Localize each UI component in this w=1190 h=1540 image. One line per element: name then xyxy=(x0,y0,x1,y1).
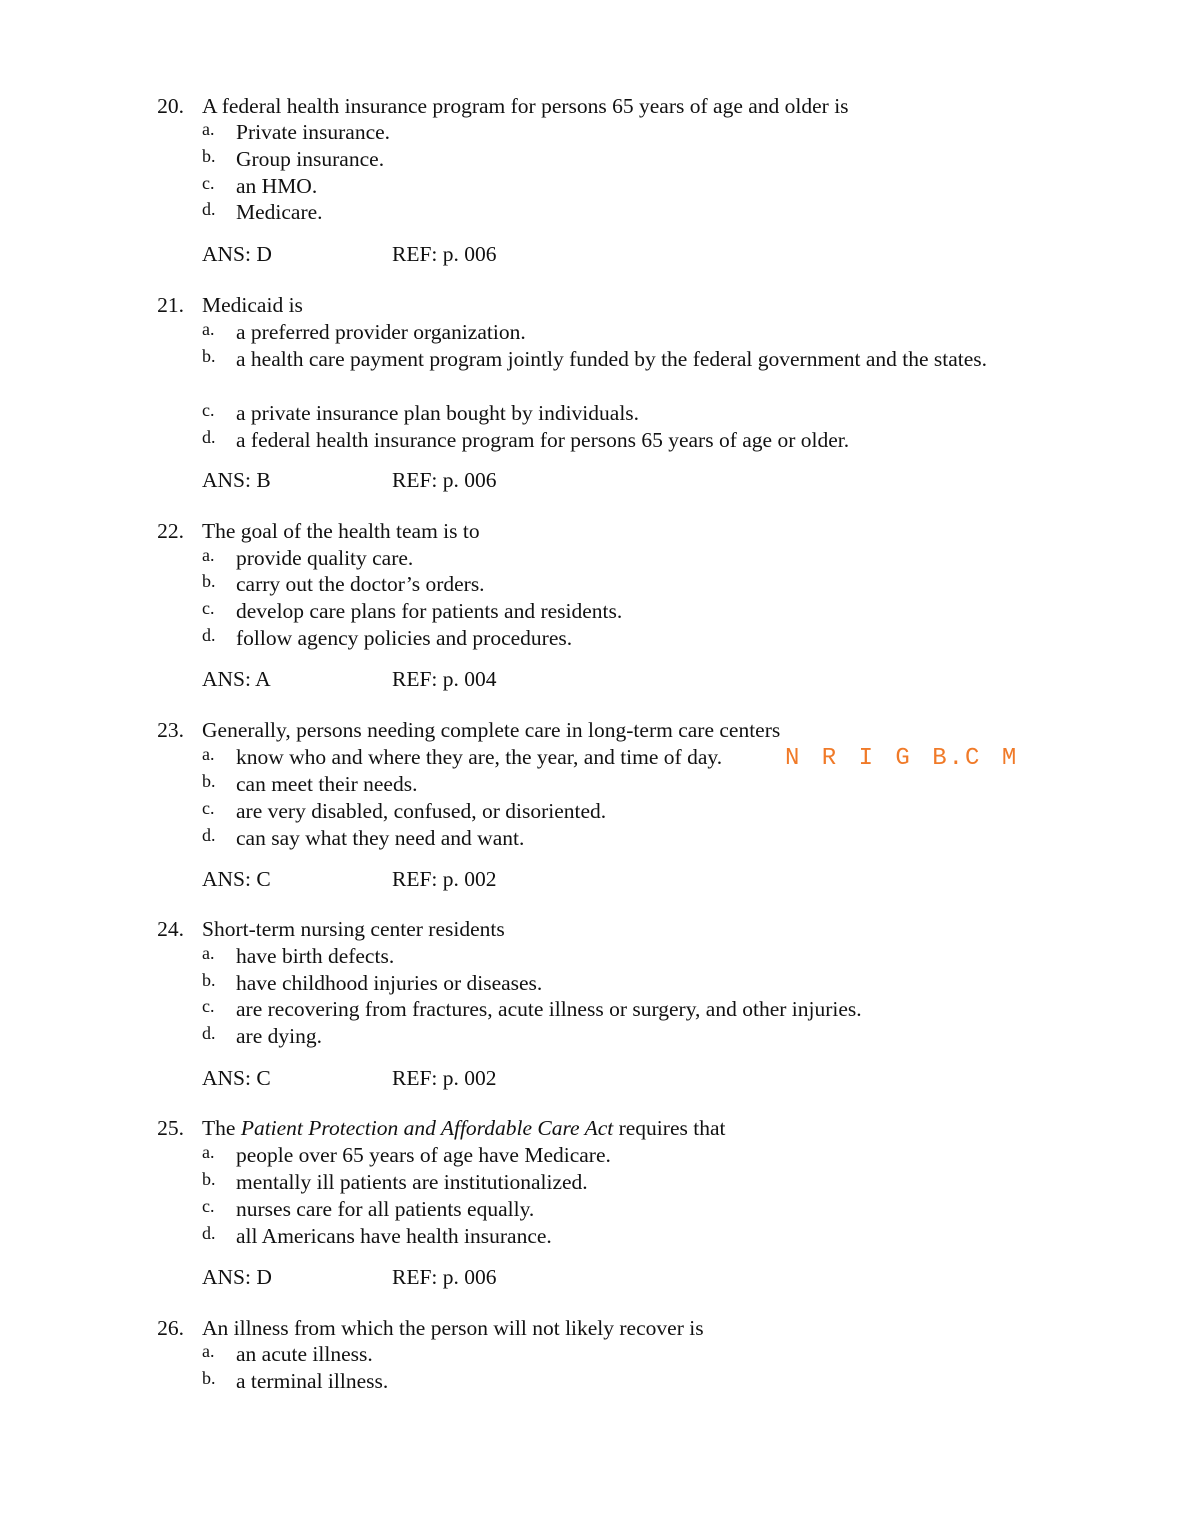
question-text xyxy=(202,1115,725,1142)
option-letter: c. xyxy=(202,798,215,818)
answer-key: ANS: C xyxy=(202,1066,271,1090)
option-text: mentally ill patients are institutionalized. xyxy=(236,1170,588,1194)
option-text: Medicare. xyxy=(236,200,323,224)
option-letter: a. xyxy=(202,1341,215,1361)
option-text: nurses care for all patients equally. xyxy=(236,1197,535,1221)
option-letter: b. xyxy=(202,771,216,791)
question-number: 26. xyxy=(157,1316,184,1340)
question-text-part: Medicaid is xyxy=(202,293,303,317)
answer-key: ANS: A xyxy=(202,667,271,691)
question-text xyxy=(202,292,303,319)
question-text xyxy=(202,916,505,943)
option-letter: d. xyxy=(202,825,216,845)
option-text: a terminal illness. xyxy=(236,1369,389,1393)
option-letter: a. xyxy=(202,1142,215,1162)
page-reference: REF: p. 004 xyxy=(392,667,497,691)
option-letter: b. xyxy=(202,571,216,591)
option-text: a health care payment program jointly funded by the federal government and the states. xyxy=(236,347,988,371)
option-letter: a. xyxy=(202,545,215,565)
option-text: Private insurance. xyxy=(236,120,391,144)
question-text-part: A federal health insurance program for persons 65 years of age and older is xyxy=(202,94,849,118)
option-letter: c. xyxy=(202,400,215,420)
page-reference: REF: p. 002 xyxy=(392,1066,497,1090)
option-text: an acute illness. xyxy=(236,1342,373,1366)
watermark: N R I G B.C M xyxy=(785,745,1019,772)
option-letter: b. xyxy=(202,970,216,990)
option-text: a preferred provider organization. xyxy=(236,320,526,344)
option-text: have childhood injuries or diseases. xyxy=(236,971,543,995)
page-reference: REF: p. 006 xyxy=(392,1265,497,1289)
answer-key: ANS: C xyxy=(202,867,271,891)
option-letter: c. xyxy=(202,1196,215,1216)
option-text: are recovering from fractures, acute illness or surgery, and other injuries. xyxy=(236,997,862,1021)
option-text: can meet their needs. xyxy=(236,772,418,796)
question-number: 25. xyxy=(157,1116,184,1140)
option-letter: d. xyxy=(202,625,216,645)
option-letter: c. xyxy=(202,598,215,618)
option-letter: d. xyxy=(202,427,216,447)
option-text: Group insurance. xyxy=(236,147,385,171)
question-number: 22. xyxy=(157,519,184,543)
answer-key: ANS: B xyxy=(202,468,271,492)
page-reference: REF: p. 002 xyxy=(392,867,497,891)
question-text-part: An illness from which the person will not likely recover is xyxy=(202,1316,704,1340)
option-text: a federal health insurance program for persons 65 years of age or older. xyxy=(236,428,850,452)
option-text: are very disabled, confused, or disoriented. xyxy=(236,799,607,823)
question-number: 23. xyxy=(157,718,184,742)
question-text-part: The goal of the health team is to xyxy=(202,519,480,543)
option-letter: b. xyxy=(202,1368,216,1388)
option-letter: a. xyxy=(202,744,215,764)
question-text xyxy=(202,717,780,744)
option-text: carry out the doctor’s orders. xyxy=(236,572,485,596)
option-letter: c. xyxy=(202,996,215,1016)
option-text: are dying. xyxy=(236,1024,322,1048)
option-text: follow agency policies and procedures. xyxy=(236,626,573,650)
option-text: develop care plans for patients and residents. xyxy=(236,599,623,623)
question-number: 20. xyxy=(157,94,184,118)
option-letter: a. xyxy=(202,943,215,963)
question-text-italic: Patient Protection and Affordable Care Act xyxy=(240,1116,614,1140)
option-letter: d. xyxy=(202,1023,216,1043)
option-text: have birth defects. xyxy=(236,944,395,968)
question-text xyxy=(202,1315,704,1342)
question-text xyxy=(202,93,849,120)
option-letter: a. xyxy=(202,319,215,339)
question-text-part: requires that xyxy=(613,1116,726,1140)
question-text xyxy=(202,518,480,545)
option-letter: b. xyxy=(202,346,216,366)
question-text-part: Generally, persons needing complete care in long-term care centers xyxy=(202,718,781,742)
answer-key: ANS: D xyxy=(202,242,272,266)
option-letter: b. xyxy=(202,1169,216,1189)
option-letter: c. xyxy=(202,173,215,193)
option-text: all Americans have health insurance. xyxy=(236,1224,552,1248)
question-number: 24. xyxy=(157,917,184,941)
option-text: can say what they need and want. xyxy=(236,826,525,850)
option-text: provide quality care. xyxy=(236,546,414,570)
option-letter: d. xyxy=(202,1223,216,1243)
option-text: know who and where they are, the year, and time of day. xyxy=(236,745,723,769)
option-text: an HMO. xyxy=(236,174,318,198)
option-text: a private insurance plan bought by individuals. xyxy=(236,401,640,425)
option-letter: b. xyxy=(202,146,216,166)
option-letter: d. xyxy=(202,199,216,219)
option-letter: a. xyxy=(202,119,215,139)
option-text: people over 65 years of age have Medicare. xyxy=(236,1143,611,1167)
answer-key: ANS: D xyxy=(202,1265,272,1289)
question-text-part: The xyxy=(202,1116,241,1140)
page-reference: REF: p. 006 xyxy=(392,242,497,266)
question-text-part: Short-term nursing center residents xyxy=(202,917,505,941)
question-number: 21. xyxy=(157,293,184,317)
page-reference: REF: p. 006 xyxy=(392,468,497,492)
